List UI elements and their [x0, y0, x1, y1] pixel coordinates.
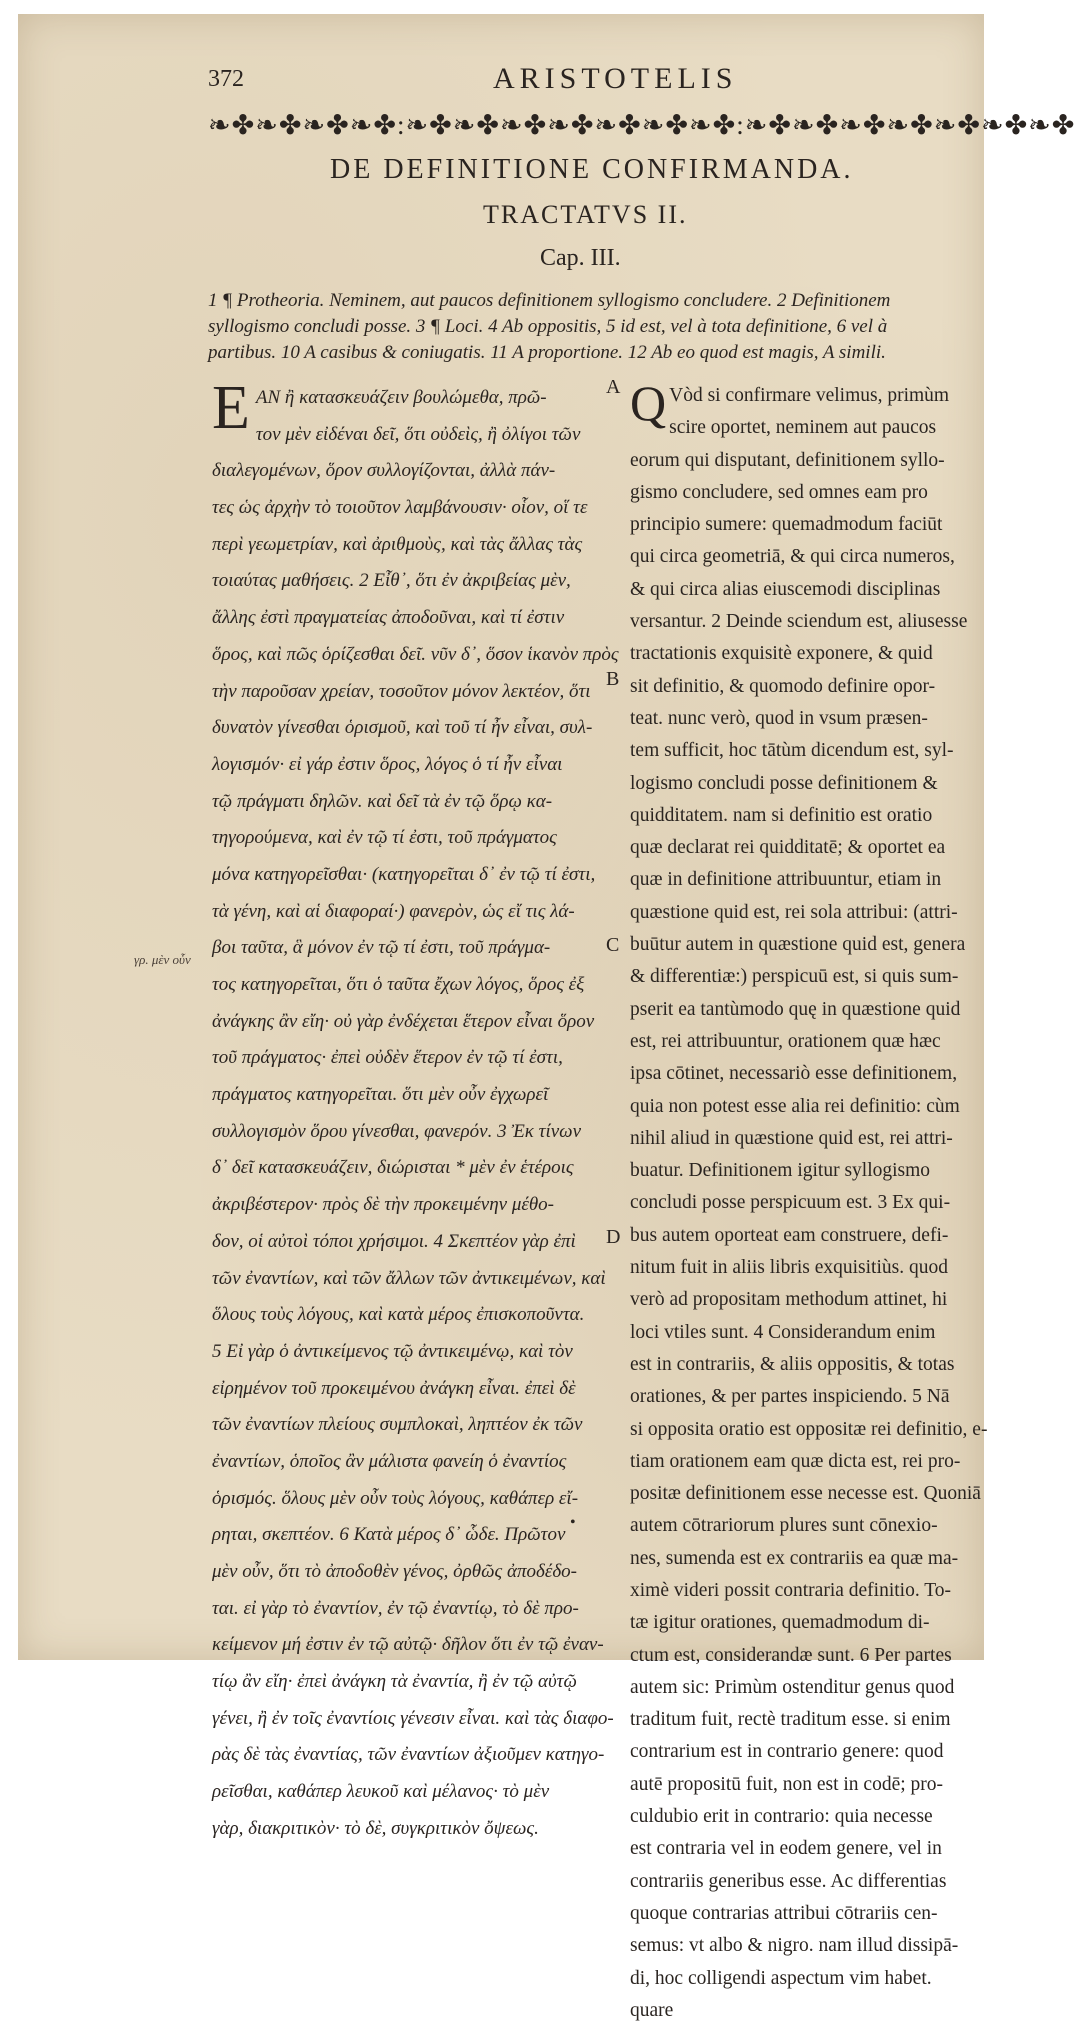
greek-text-line: ρεῖσθαι, καθάπερ λευκοῦ καὶ μέλανος· τὸ μὲν	[212, 1781, 550, 1803]
latin-text-line: quæ declarat rei quidditatē; & oportet ea	[630, 837, 946, 859]
greek-drop-initial: E	[212, 374, 250, 442]
greek-text-line: γὰρ, διακριτικὸν· τὸ δὲ, συγκριτικὸν ὄψεως.	[212, 1817, 539, 1839]
latin-text-line: eorum qui disputant, definitionem syllo-	[630, 449, 945, 471]
ink-dot: •	[570, 1514, 576, 1531]
latin-text-line: tractationis exquisitè exponere, & quid	[630, 643, 933, 665]
latin-text-line: principio sumere: quemadmodum faciūt	[630, 514, 943, 536]
latin-text-line: teat. nunc verò, quod in vsum præsen-	[630, 707, 928, 729]
section-marker-a-greek: A	[606, 376, 621, 398]
greek-text-line: περὶ γεωμετρίαν, καὶ ἀριθμοὺς, καὶ τὰς ἄλλας τὰς	[212, 533, 583, 555]
section-marker-b: B	[606, 668, 620, 690]
greek-text-line: ἐναντίων, ὁποῖος ἂν μάλιστα φανείη ὁ ἐναντίος	[212, 1450, 567, 1472]
latin-text-line: buatur. Definitionem igitur syllogismo	[630, 1160, 931, 1182]
latin-text-line: concludi posse perspicuum est. 3 Ex qui-	[630, 1192, 951, 1214]
greek-text-line: κείμενον μή ἐστιν ἐν τῷ αὐτῷ· δῆλον ὅτι ἐν τῷ ἐναν-	[212, 1634, 604, 1656]
chapter-summary	[208, 288, 948, 366]
section-title: DE DEFINITIONE CONFIRMANDA.	[330, 154, 854, 185]
latin-text-line: quidditatem. nam si definitio est oratio	[630, 804, 933, 826]
chapter-title: Cap. III.	[540, 245, 621, 271]
latin-text-line: quoque contrarias attribui cōtrariis cen-	[630, 1902, 938, 1924]
latin-text-line: semus: vt albo & nigro. nam illud dissipā-	[630, 1935, 959, 1957]
greek-text-line: τὰ γένη, καὶ αἱ διαφοραί·) φανερὸν, ὡς εἴ τις λά-	[212, 900, 575, 922]
running-head: ARISTOTELIS	[493, 62, 738, 95]
latin-text-line: ipsa cōtinet, necessariò esse definitionem,	[630, 1063, 958, 1085]
page-number: 372	[208, 66, 244, 92]
greek-text-line: δ᾽ δεῖ κατασκευάζειν, διώρισται * μὲν ἐν ἑτέροις	[212, 1157, 574, 1179]
greek-text-line: τῶν ἐναντίων, καὶ τῶν ἄλλων τῶν ἀντικειμένων, καὶ	[212, 1267, 606, 1289]
latin-text-line: autē propositū fuit, non est in codē; pro-	[630, 1773, 944, 1795]
latin-text-line: si opposita oratio est oppositæ rei definitio, e-	[630, 1418, 988, 1440]
latin-text-line: culdubio erit in contrario: quia necesse	[630, 1806, 933, 1828]
greek-text-line: τίῳ ἂν εἴη· ἐπεὶ ἀνάγκη τὰ ἐναντία, ἢ ἐν τῷ αὐτῷ	[212, 1671, 577, 1693]
greek-text-line: δον, οἱ αὐτοὶ τόποι χρήσιμοι. 4 Σκεπτέον γὰρ ἐπὶ	[212, 1230, 576, 1252]
latin-text-line: est contraria vel in eodem genere, vel in	[630, 1838, 942, 1860]
latin-text-line: & qui circa alias eiuscemodi disciplinas	[630, 578, 941, 600]
latin-text-line: autem cōtrariorum plures sunt cōnexio-	[630, 1515, 938, 1537]
greek-text-line: τὴν παροῦσαν χρείαν, τοσοῦτον μόνον λεκτέον, ὅτι	[212, 680, 591, 702]
latin-text-line: logismo concludi posse definitionem &	[630, 772, 938, 794]
latin-text-line: tæ igitur orationes, quemadmodum di-	[630, 1612, 930, 1634]
greek-text-line: ται. εἰ γὰρ τὸ ἐναντίον, ἐν τῷ ἐναντίῳ, τὸ δὲ προ-	[212, 1597, 579, 1619]
greek-text-line: τοιαύτας μαθήσεις. 2 Εἶθ᾽, ὅτι ἐν ἀκριβείας μὲν,	[212, 570, 571, 592]
greek-text-line: τηγορούμενα, καὶ ἐν τῷ τί ἐστι, τοῦ πράγματος	[212, 827, 557, 849]
greek-text-line: διαλεγομένων, ὅρον συλλογίζονται, ἀλλὰ πάν-	[212, 460, 556, 482]
latin-text-line: loci vtiles sunt. 4 Considerandum enim	[630, 1321, 936, 1343]
greek-text-line: βοι ταῦτα, ἃ μόνον ἐν τῷ τί ἐστι, τοῦ πράγμα-	[212, 937, 551, 959]
section-marker-c: C	[606, 934, 620, 956]
greek-text-line: δυνατὸν γίνεσθαι ὁρισμοῦ, καὶ τοῦ τί ἦν εἶναι, συλ-	[212, 717, 593, 739]
greek-text-line: τῷ πράγματι δηλῶν. καὶ δεῖ τὰ ἐν τῷ ὅρῳ κα-	[212, 790, 553, 812]
latin-text-line: nitum fuit in aliis libris exquisitiùs. quod	[630, 1257, 948, 1279]
latin-text-line: & differentiæ:) perspicuū est, si quis sum-	[630, 966, 959, 988]
greek-text-line: ἀκριβέστερον· πρὸς δὲ τὴν προκειμένην μέθο-	[212, 1194, 554, 1216]
latin-text-line: positæ definitionem esse necesse est. Quoniā	[630, 1483, 981, 1505]
latin-text-line: quæstione quid est, rei sola attribui: (attri-	[630, 901, 958, 923]
latin-text-line: tem sufficit, hoc tātùm dicendum est, syl-	[630, 740, 954, 762]
latin-text-line: est, rei attribuuntur, orationem quæ hæc	[630, 1030, 941, 1052]
latin-text-line: traditum fuit, rectè traditum esse. si enim	[630, 1709, 951, 1731]
marginal-note: γρ. μὲν οὖν	[134, 952, 191, 967]
latin-text-line: orationes, & per partes inspiciendo. 5 Nā	[630, 1386, 950, 1408]
latin-text-line: contrariis generibus esse. Ac differentias	[630, 1870, 947, 1892]
latin-text-line: Vòd si confirmare velimus, primùm	[669, 385, 950, 406]
greek-text-line: λογισμόν· εἰ γάρ ἐστιν ὅρος, λόγος ὁ τί ἦν εἶναι	[212, 753, 563, 775]
greek-text-line: ρὰς δὲ τὰς ἐναντίας, τῶν ἐναντίων ἀξιοῦμεν κατηγο-	[212, 1744, 605, 1766]
latin-text-line: est in contrariis, & aliis oppositis, & totas	[630, 1353, 955, 1375]
latin-text-line: quæ in definitione attribuuntur, etiam in	[630, 869, 942, 891]
greek-text-line: εἰρημένον τοῦ προκειμένου ἀνάγκη εἶναι. ἐπεὶ δὲ	[212, 1377, 576, 1399]
greek-text-line: ΑΝ ἢ κατασκευάζειν βουλώμεθα, πρῶ-	[255, 387, 547, 408]
book-page	[18, 14, 1075, 2021]
greek-text-line: τῶν ἐναντίων πλείους συμπλοκαὶ, ληπτέον ἐκ τῶν	[212, 1414, 583, 1436]
greek-text-line: τες ὡς ἀρχὴν τὸ τοιοῦτον λαμβάνουσιν· οἷον, οἵ τε	[212, 497, 588, 519]
latin-text-line: pserit ea tantùmodo quę in quæstione quid	[630, 998, 961, 1020]
ornamental-border: ❧✤❧✤❧✤❧✤:❧✤❧✤❧✤❧✤❧✤❧✤❧✤:❧✤❧✤❧✤❧✤❧✤❧✤❧✤	[208, 110, 1075, 140]
latin-text-line: autem sic: Primùm ostenditur genus quod	[630, 1676, 955, 1698]
latin-text-line: sit definitio, & quomodo definire opor-	[630, 675, 936, 697]
latin-text-line: quare	[630, 1999, 674, 2021]
latin-text-line: ctum est, considerandæ sunt. 6 Per partes	[630, 1644, 952, 1666]
greek-text-line: 5 Εἰ γὰρ ὁ ἀντικείμενος τῷ ἀντικειμένῳ, καὶ τὸν	[212, 1340, 573, 1362]
greek-text-line: τον μὲν εἰδέναι δεῖ, ὅτι οὐδεὶς, ἢ ὀλίγοι τῶν	[255, 423, 581, 445]
latin-text-line: tiam orationem eam quæ dicta est, rei pro-	[630, 1450, 961, 1472]
greek-column	[212, 374, 619, 1848]
latin-text-line: nihil aliud in quæstione quid est, rei attri-	[630, 1127, 953, 1149]
latin-text-line: nes, sumenda est ex contrariis ea quæ ma-	[630, 1547, 959, 1569]
latin-text-line: contrarium est in contrario genere: quod	[630, 1741, 944, 1763]
summary-line: partibus. 10 A casibus & coniugatis. 11 A proportione. 12 Ab eo quod est magis, A simili.	[208, 342, 886, 363]
greek-text-line: τοῦ πράγματος· ἐπεὶ οὐδὲν ἕτερον ἐν τῷ τί ἐστι,	[212, 1047, 563, 1069]
latin-text-line: ximè videri possit contraria definitio. To-	[630, 1579, 952, 1601]
latin-text-line: verò ad propositam methodum attinet, hi	[630, 1289, 948, 1311]
latin-text-line: buūtur autem in quæstione quid est, genera	[630, 934, 966, 956]
latin-text-line: gismo concludere, sed omnes eam pro	[630, 481, 928, 503]
greek-text-line: ρηται, σκεπτέον. 6 Κατὰ μέρος δ᾽ ὧδε. Πρῶτον	[212, 1524, 566, 1546]
latin-text-line: bus autem oporteat eam construere, defi-	[630, 1224, 949, 1246]
greek-text-line: ὁρισμός. ὅλους μὲν οὖν τοὺς λόγους, καθάπερ εἴ-	[212, 1487, 579, 1509]
greek-text-line: ἄλλης ἐστὶ πραγματείας ἀποδοῦναι, καὶ τί ἐστιν	[212, 607, 565, 629]
greek-text-line: συλλογισμὸν ὅρου γίνεσθαι, φανερόν. 3 Ἐκ τίνων	[212, 1120, 582, 1142]
latin-text-line: di, hoc colligendi aspectum vim habet.	[630, 1967, 932, 1989]
latin-text-line: versantur. 2 Deinde sciendum est, aliusesse	[630, 611, 968, 633]
summary-line: syllogismo concludi posse. 3 ¶ Loci. 4 Ab oppositis, 5 id est, vel à tota definitione, 6 vel à	[208, 316, 888, 337]
greek-text-line: πράγματος κατηγορεῖται. ὅτι μὲν οὖν ἐγχωρεῖ	[212, 1084, 549, 1106]
latin-text-line: quia non potest esse alia rei definitio: cùm	[630, 1095, 960, 1117]
latin-text-line: scire oportet, neminem aut paucos	[669, 417, 937, 439]
greek-text-line: μόνα κατηγορεῖσθαι· (κατηγορεῖται δ᾽ ἐν τῷ τί ἐστι,	[212, 863, 596, 885]
summary-line: 1 ¶ Protheoria. Neminem, aut paucos definitionem syllogismo concludere. 2 Definitionem	[208, 290, 891, 311]
section-marker-d: D	[606, 1226, 621, 1248]
greek-text-line: γένει, ἢ ἐν τοῖς ἐναντίοις γένεσιν εἶναι. καὶ τὰς διαφο-	[212, 1707, 614, 1729]
latin-text-line: qui circa geometriā, & qui circa numeros,	[630, 546, 955, 568]
tractatus-title: TRACTATVS II.	[483, 200, 688, 229]
greek-text-line: τος κατηγορεῖται, ὅτι ὁ ταῦτα ἔχων λόγος, ὅρος ἐξ	[212, 974, 585, 995]
greek-text-line: ὅρος, καὶ πῶς ὁρίζεσθαι δεῖ. νῦν δ᾽, ὅσον ἱκανὸν πρὸς	[212, 643, 619, 665]
latin-column	[630, 375, 988, 2027]
greek-text-line: ὅλους τοὺς λόγους, καὶ κατὰ μέρος ἐπισκοποῦντα.	[212, 1304, 585, 1326]
greek-text-line: μὲν οὖν, ὅτι τὸ ἀποδοθὲν γένος, ὀρθῶς ἀποδέδο-	[212, 1561, 577, 1582]
greek-text-line: ἀνάγκης ἂν εἴη· οὐ γὰρ ἐνδέχεται ἕτερον εἶναι ὅρον	[212, 1010, 595, 1032]
latin-drop-initial: Q	[630, 375, 667, 431]
